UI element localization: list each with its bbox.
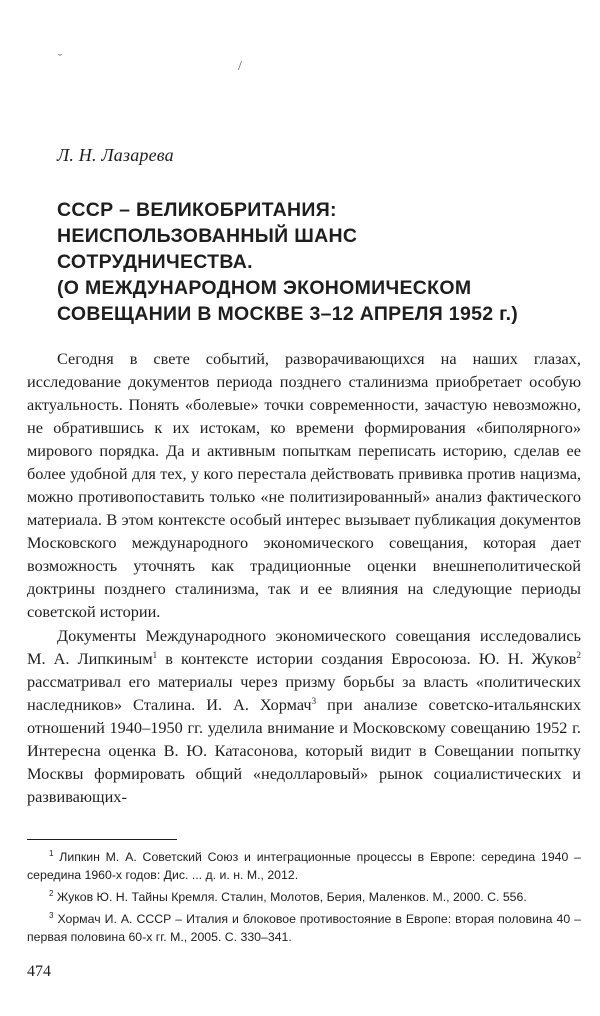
paragraph-text: рассматривал его материалы через призму борьбы за власть «политических наследников» Сталина. И. А. Хормач — [27, 672, 581, 714]
paragraph-text: в контексте истории создания Евросоюза. Ю. Н. Жуков — [157, 649, 577, 668]
scan-artifact-mark: / — [238, 59, 242, 74]
footnote-text: Жуков Ю. Н. Тайны Кремля. Сталин, Молотов, Берия, Маленков. М., 2000. С. 556. — [53, 890, 527, 904]
title-line: СССР – ВЕЛИКОБРИТАНИЯ: — [57, 199, 337, 221]
body-paragraph: Сегодня в свете событий, разворачивающихся на наших глазах, исследование документов периода позднего сталинизма приобретает особую актуальность. Понять «болевые» точки современности, зачастую невозможно, не обратившись к их истокам, ко времени формирования «биполярного» мирового порядка. Да и активным попыткам переписать историю, сделав ее более удобной для тех, у кого перестала действовать прививка против нацизма, можно противопоставить только «не политизированный» анализ фактического материала. В этом контексте особый интерес вызывает публикация документов Московского международного экономического совещания, которая дает возможность уточнять как традиционные оценки внешнеполитической доктрины позднего сталинизма, так и ее влияния на следующие периоды советской истории. — [27, 349, 581, 621]
author-name: Л. Н. Лазарева — [57, 145, 174, 165]
footnote-text: Липкин М. А. Советский Союз и интеграционные процессы в Европе: середина 1940 – середина 1960-х годов: Дис. ... д. и. н. М., 2012. — [27, 850, 581, 882]
footnote-text: Хормач И. А. СССР – Италия и блоковое противостояние в Европе: вторая половина 40 – первая половина 60-х гг. М., 2005. С. 330–341. — [27, 912, 581, 944]
footnote — [27, 910, 581, 946]
paragraph-text: Документы Международного экономического совещания исследовались М. А. Липкиным — [27, 626, 581, 668]
title-line: СОТРУДНИЧЕСТВА. — [57, 251, 253, 273]
footnote-ref-2[interactable]: 2 — [576, 650, 581, 660]
title-line: СОВЕЩАНИИ В МОСКВЕ 3–12 АПРЕЛЯ 1952 г.) — [57, 303, 519, 325]
article-title — [57, 197, 577, 327]
article-body — [27, 347, 581, 808]
scan-artifact-mark: ˘ — [58, 51, 62, 65]
title-line: (О МЕЖДУНАРОДНОМ ЭКОНОМИЧЕСКОМ — [57, 277, 472, 299]
footnotes — [27, 848, 581, 950]
title-line: НЕИСПОЛЬЗОВАННЫЙ ШАНС — [57, 225, 358, 247]
footnote-divider — [27, 839, 177, 840]
footnote-ref-3[interactable]: 3 — [311, 696, 317, 706]
page-number: 474 — [27, 963, 51, 980]
footnote-number: 2 — [49, 889, 54, 898]
footnote-ref-1[interactable]: 1 — [152, 650, 158, 660]
paragraph-text: при анализе советско-итальянских отношений 1940–1950 гг. уделила внимание и Московскому совещанию 1952 г. Интересна оценка В. Ю. Катасонова, который видит в Совещании попытку Москвы формировать общий «недолларовый» рынок социалистических и развивающих- — [27, 695, 582, 806]
footnote-number: 3 — [49, 911, 54, 920]
body-paragraph — [27, 624, 581, 808]
footnote — [27, 848, 581, 884]
footnote — [27, 888, 581, 906]
footnote-number: 1 — [49, 849, 54, 858]
